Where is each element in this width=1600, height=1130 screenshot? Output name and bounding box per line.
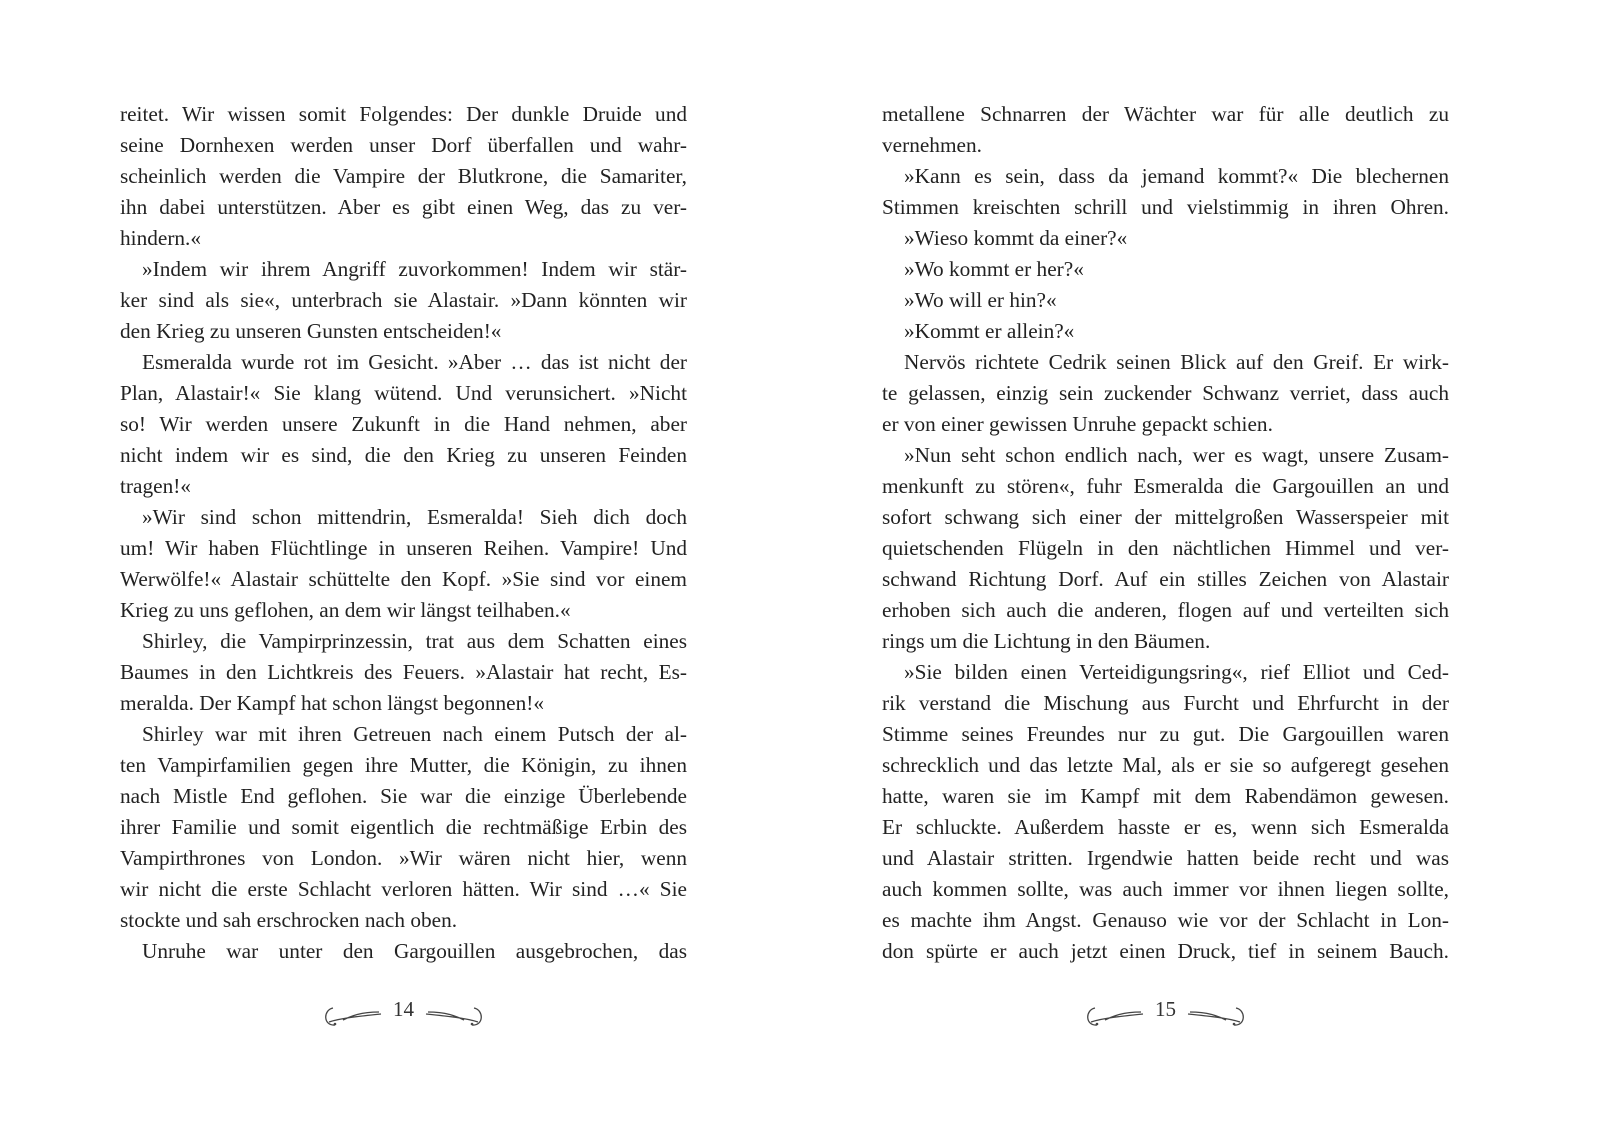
text-line: Unruhe war unter den Gargouillen ausgebrochen, das bbox=[142, 939, 687, 963]
text-line: wir nicht die erste Schlacht verloren hätten. Wir sind …« Sie bbox=[120, 877, 687, 901]
text-line: Werwölfe!« Alastair schüttelte den Kopf. »Sie sind vor einem bbox=[120, 567, 687, 591]
text-line: nicht indem wir es sind, die den Krieg zu unseren Feinden bbox=[120, 443, 687, 467]
text-line: Shirley war mit ihren Getreuen nach einem Putsch der al- bbox=[142, 722, 687, 746]
page-footer bbox=[120, 995, 687, 1035]
page-number: 15 bbox=[1155, 996, 1176, 1021]
text-line: »Sie bilden einen Verteidigungsring«, rief Elliot und Ced- bbox=[904, 660, 1449, 684]
text-line: hatte, waren sie im Kampf mit dem Rabendämon gewesen. bbox=[882, 784, 1449, 808]
page-footer bbox=[882, 995, 1449, 1035]
text-line: um! Wir haben Flüchtlinge in unseren Reihen. Vampire! Und bbox=[120, 536, 687, 560]
text-line: den Krieg zu unseren Gunsten entscheiden!« bbox=[120, 319, 502, 343]
left-flourish-icon bbox=[1083, 1000, 1145, 1030]
text-line: Plan, Alastair!« Sie klang wütend. Und verunsichert. »Nicht bbox=[120, 381, 687, 405]
page-number: 14 bbox=[393, 996, 414, 1021]
text-line: hindern.« bbox=[120, 226, 202, 250]
text-line: metallene Schnarren der Wächter war für alle deutlich zu bbox=[882, 102, 1449, 126]
text-line: menkunft zu stören«, fuhr Esmeralda die Gargouillen an und bbox=[882, 474, 1449, 498]
text-line: »Wo kommt er her?« bbox=[904, 257, 1084, 281]
text-line: scheinlich werden die Vampire der Blutkrone, die Samariter, bbox=[120, 164, 687, 188]
text-line: so! Wir werden unsere Zukunft in die Hand nehmen, aber bbox=[120, 412, 687, 436]
text-line: »Kann es sein, dass da jemand kommt?« Die blechernen bbox=[904, 164, 1449, 188]
text-line: Stimmen kreischten schrill und vielstimmig in ihren Ohren. bbox=[882, 195, 1449, 219]
text-line: Shirley, die Vampirprinzessin, trat aus dem Schatten eines bbox=[142, 629, 687, 653]
text-line: »Nun seht schon endlich nach, wer es wagt, unsere Zusam- bbox=[904, 443, 1449, 467]
text-line: reitet. Wir wissen somit Folgendes: Der dunkle Druide und bbox=[120, 102, 687, 126]
text-line: rik verstand die Mischung aus Furcht und Ehrfurcht in der bbox=[882, 691, 1449, 715]
text-line: stockte und sah erschrocken nach oben. bbox=[120, 908, 458, 932]
text-line: ihn dabei unterstützen. Aber es gibt einen Weg, das zu ver- bbox=[120, 195, 687, 219]
text-line: schwand Richtung Dorf. Auf ein stilles Zeichen von Alastair bbox=[882, 567, 1449, 591]
right-flourish-icon bbox=[424, 1000, 486, 1030]
text-line: »Wieso kommt da einer?« bbox=[904, 226, 1128, 250]
text-line: nach Mistle End geflohen. Sie war die einzige Überlebende bbox=[120, 784, 687, 808]
right-page bbox=[882, 0, 1449, 1130]
text-line: erhoben sich auch die anderen, flogen auf und verteilten sich bbox=[882, 598, 1449, 622]
text-line: Esmeralda wurde rot im Gesicht. »Aber … das ist nicht der bbox=[142, 350, 687, 374]
text-line: rings um die Lichtung in den Bäumen. bbox=[882, 629, 1211, 653]
text-line: vernehmen. bbox=[882, 133, 982, 157]
left-page bbox=[120, 0, 687, 1130]
text-line: Nervös richtete Cedrik seinen Blick auf den Greif. Er wirk- bbox=[904, 350, 1449, 374]
text-line: es machte ihm Angst. Genauso wie vor der Schlacht in Lon- bbox=[882, 908, 1449, 932]
left-flourish-icon bbox=[321, 1000, 383, 1030]
text-line: Er schluckte. Außerdem hasste er es, wenn sich Esmeralda bbox=[882, 815, 1449, 839]
text-line: ten Vampirfamilien gegen ihre Mutter, die Königin, zu ihnen bbox=[120, 753, 687, 777]
text-line: sofort schwang sich einer der mittelgroßen Wasserspeier mit bbox=[882, 505, 1449, 529]
text-line: Vampirthrones von London. »Wir wären nicht hier, wenn bbox=[120, 846, 687, 870]
text-line: ker sind als sie«, unterbrach sie Alastair. »Dann könnten wir bbox=[120, 288, 687, 312]
text-line: ihrer Familie und somit eigentlich die rechtmäßige Erbin des bbox=[120, 815, 687, 839]
text-line: Baumes in den Lichtkreis des Feuers. »Alastair hat recht, Es- bbox=[120, 660, 687, 684]
text-line: »Wir sind schon mittendrin, Esmeralda! Sieh dich doch bbox=[142, 505, 687, 529]
text-line: don spürte er auch jetzt einen Druck, tief in seinem Bauch. bbox=[882, 939, 1449, 963]
text-line: »Kommt er allein?« bbox=[904, 319, 1075, 343]
text-line: seine Dornhexen werden unser Dorf überfallen und wahr- bbox=[120, 133, 687, 157]
text-line: auch kommen sollte, was auch immer vor ihnen liegen sollte, bbox=[882, 877, 1449, 901]
text-line: »Wo will er hin?« bbox=[904, 288, 1057, 312]
text-line: quietschenden Flügeln in den nächtlichen Himmel und ver- bbox=[882, 536, 1449, 560]
text-line: schrecklich und das letzte Mal, als er sie so aufgeregt gesehen bbox=[882, 753, 1449, 777]
text-line: »Indem wir ihrem Angriff zuvorkommen! Indem wir stär- bbox=[142, 257, 687, 281]
text-line: Krieg zu uns geflohen, an dem wir längst teilhaben.« bbox=[120, 598, 571, 622]
right-flourish-icon bbox=[1186, 1000, 1248, 1030]
text-line: tragen!« bbox=[120, 474, 191, 498]
text-line: und Alastair stritten. Irgendwie hatten beide recht und was bbox=[882, 846, 1449, 870]
text-line: er von einer gewissen Unruhe gepackt schien. bbox=[882, 412, 1273, 436]
text-line: meralda. Der Kampf hat schon längst begonnen!« bbox=[120, 691, 545, 715]
text-line: Stimme seines Freundes nur zu gut. Die Gargouillen waren bbox=[882, 722, 1449, 746]
text-line: te gelassen, einzig sein zuckender Schwanz verriet, dass auch bbox=[882, 381, 1449, 405]
